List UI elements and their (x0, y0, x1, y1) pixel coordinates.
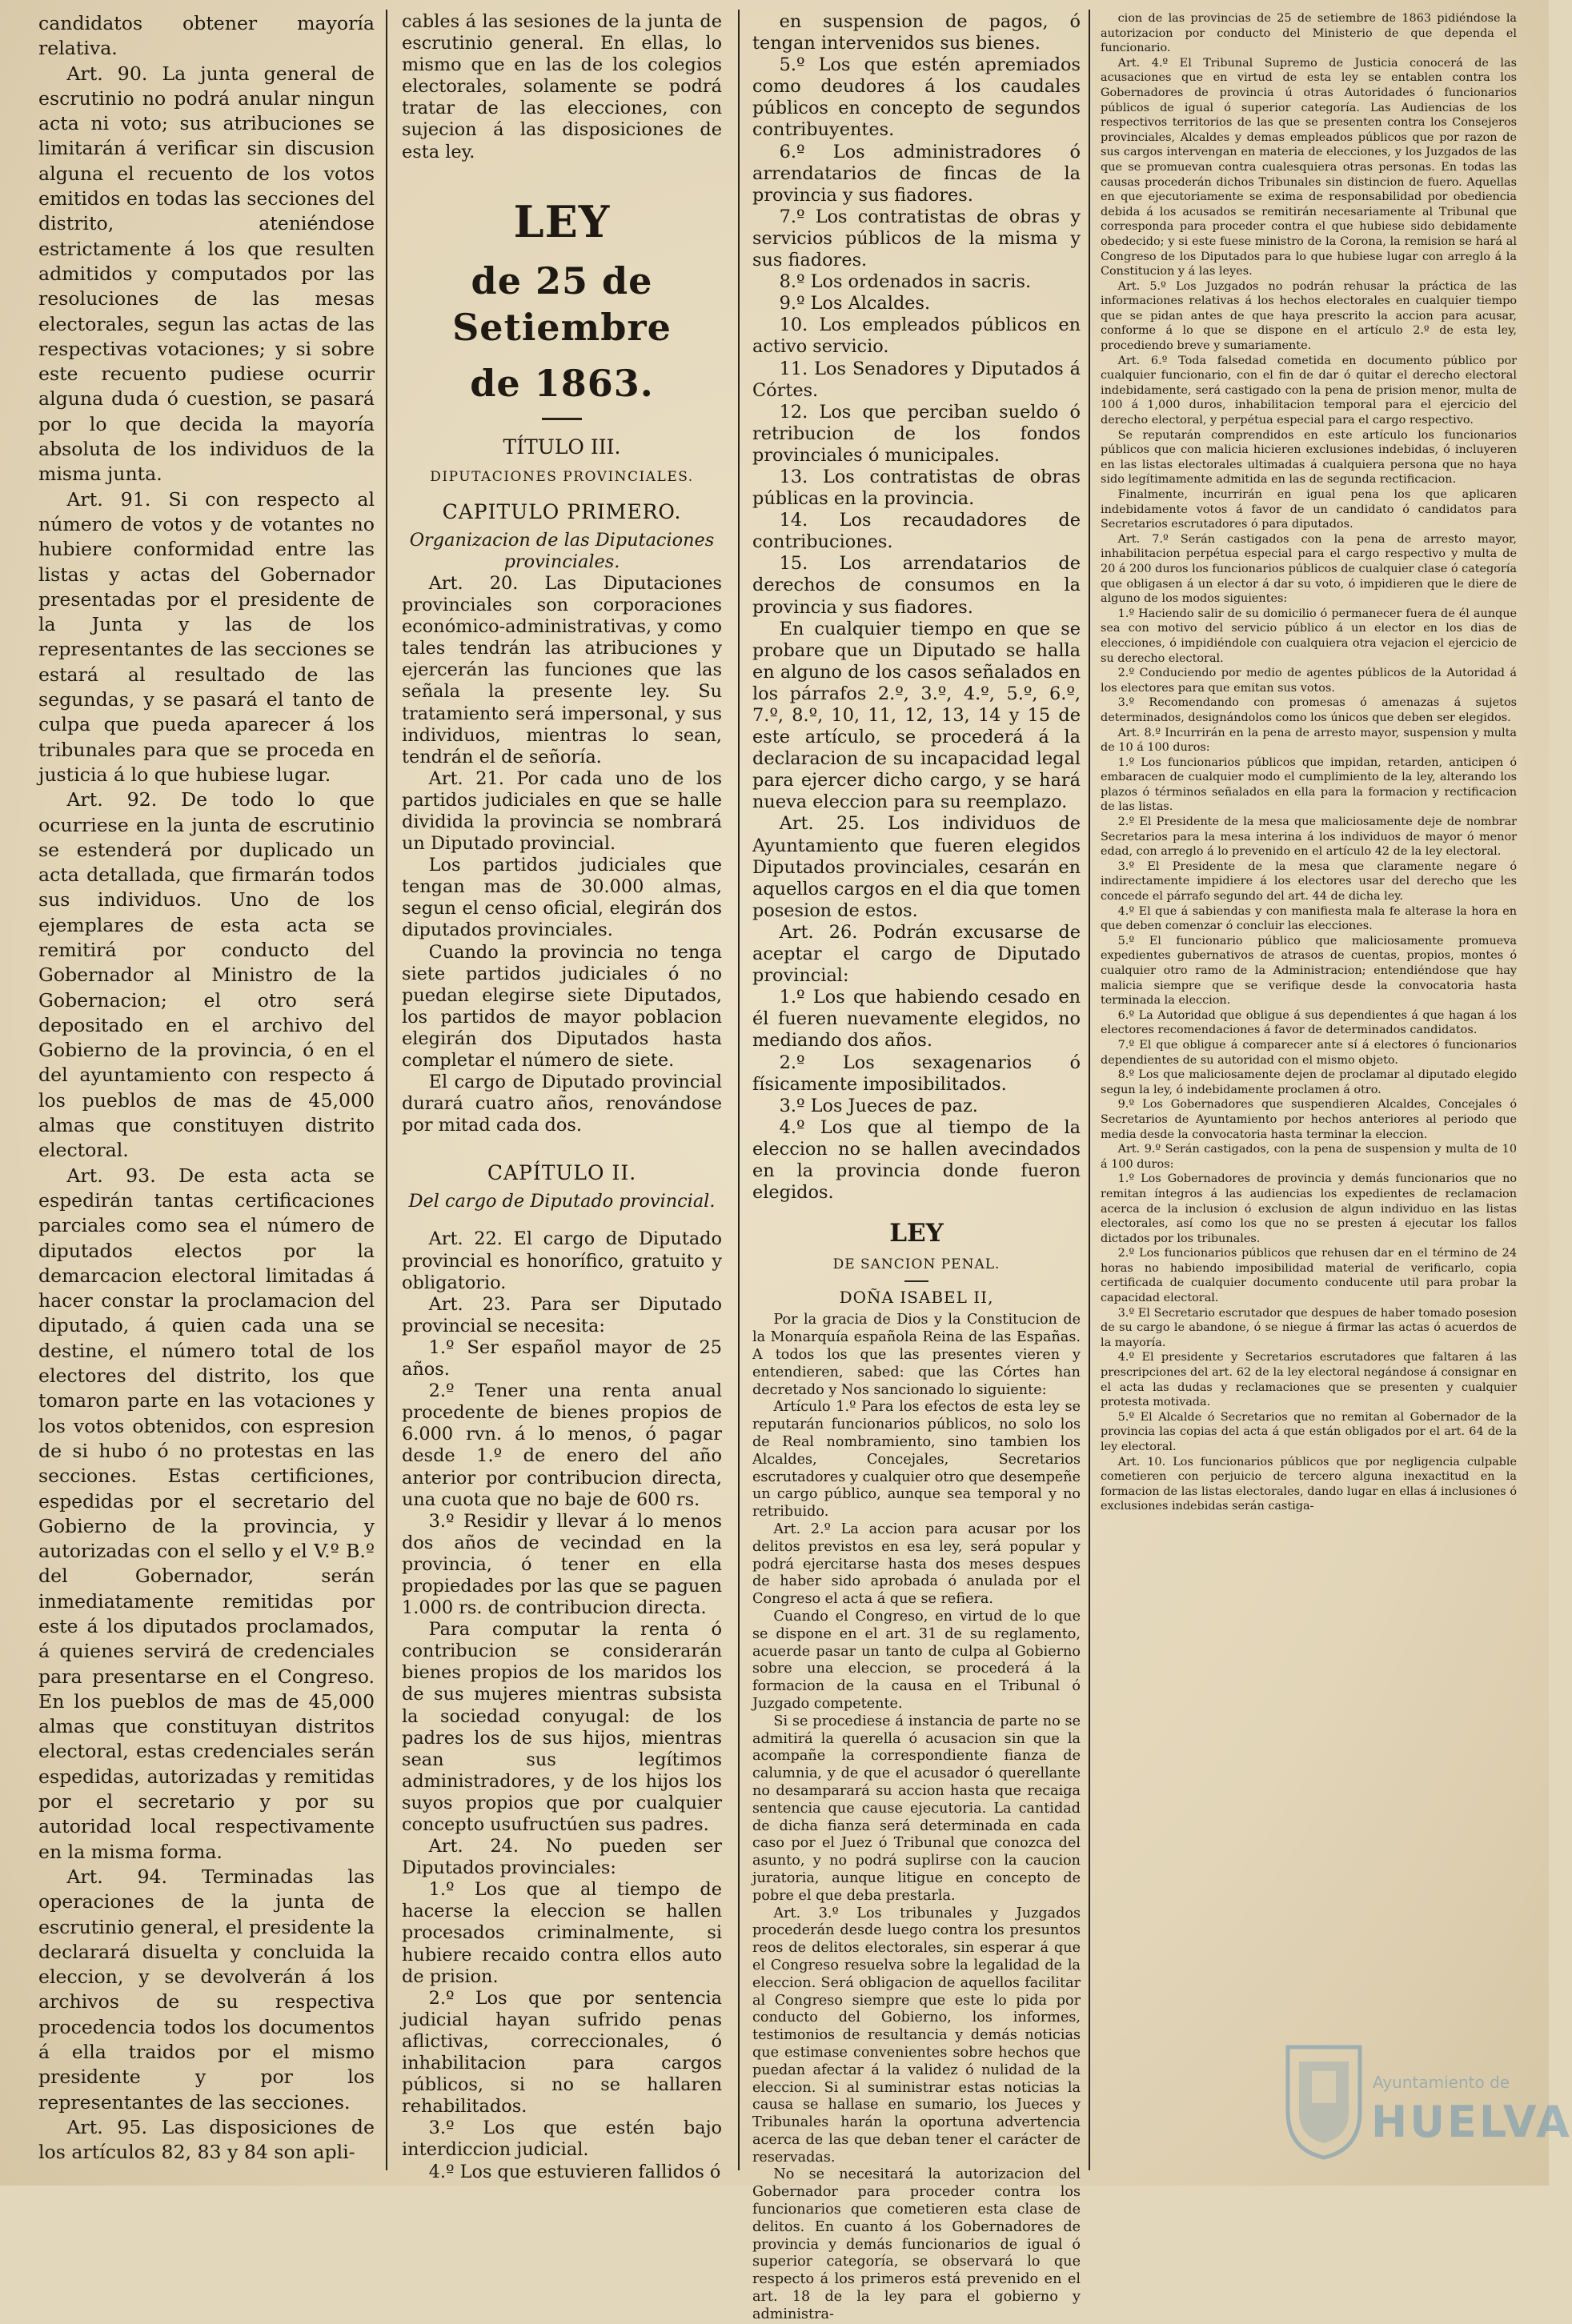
paragraph: En cualquier tiempo en que se probare que un Diputado se halla en alguno de los casos señalados en los párrafos 2.º, 3.º, 4.º, 5.º, 6.º, 7.º, 8.º, 10, 11, 12, 13, 14 y 15 de este artículo, se procederá á la declaracion de su incapacidad legal para ejercer dicho cargo, y se hará nueva eleccion para su reemplazo. (752, 618, 1081, 813)
paragraph: 2.º Tener una renta anual procedente de bienes propios de 6.000 rvn. á lo menos, ó pagar desde 1.º de enero del año anterior por contribucion directa, una cuota que no baje de 600 rs. (402, 1380, 722, 1510)
paragraph: 1.º Ser español mayor de 25 años. (402, 1336, 722, 1380)
law-heading: LEY (889, 1219, 944, 1248)
paragraph: 3.º Los que estén bajo interdiccion judicial. (402, 2118, 722, 2161)
chapter-2-body (402, 1228, 722, 2182)
column-divider (738, 10, 740, 2170)
paragraph: 1.º Los que habiendo cesado en él fueren nuevamente elegidos, no mediando dos años. (752, 987, 1081, 1052)
paragraph: 3.º Residir y llevar á lo menos dos años de vecindad en la provincia, ó tener en ella propiedades por las que se paguen 1.000 rs. de contribucion directa. (402, 1510, 722, 1619)
paragraph: 3.º Recomendando con promesas ó amenazas á sujetos determinados, designándolos como los únicos que deben ser elegidos. (1101, 696, 1517, 724)
paragraph: 2.º Los funcionarios públicos que rehusen dar en el término de 24 horas no habiendo imposibilidad material de verificarlo, copia certificada de cualquier documento conducente util para probar la capacidad electoral. (1101, 1247, 1517, 1305)
law-title: LEY (513, 195, 611, 247)
paragraph: cables á las sesiones de la junta de escrutinio general. En ellas, lo mismo que en las de los colegios electorales, solamente se podrá tratar de las elecciones, con sujecion á las disposiciones de esta ley. (402, 11, 722, 162)
paragraph: 6.º La Autoridad que obligue á sus dependientes á que hagan á los electores recomendaciones á favor de determinados candidatos. (1101, 1008, 1517, 1037)
paragraph: 3.º El Secretario escrutador que despues de haber tomado posesion de su cargo le abandone, ó se niegue á firmar las actas ó acuerdos de la mayoría. (1101, 1306, 1517, 1349)
paragraph: 5.º El funcionario público que maliciosamente promueva expedientes gubernativos de atrasos de cuentas, propios, montes ó cualquier otro ramo de la Administracion; entendiéndose que hay malicia siempre que se verifique desde la convocatoria hasta terminada la eleccion. (1101, 934, 1517, 1008)
paragraph: Art. 23. Para ser Diputado provincial se necesita: (402, 1293, 722, 1336)
paragraph: Si se procediese á instancia de parte no se admitirá la querella ó acusacion sin que la acompañe la correspondiente fianza de calumnia, y de que el acusador ó querellante no desamparará su accion hasta que recaiga sentencia que cause ejecutoria. La cantidad de dicha fianza será determinada en cada caso por el Juez ó Tribunal que conozca del asunto, y no podrá suplirse con la caucion juratoria, aunque litigue en concepto de pobre el que deba prestarla. (752, 1713, 1081, 1904)
paragraph: Art. 25. Los individuos de Ayuntamiento que fueren elegidos Diputados provinciales, cesarán en aquellos cargos en el dia que tomen posesion de estos. (752, 813, 1081, 921)
column-2 (402, 11, 722, 2182)
paragraph: Art. 7.º Serán castigados con la pena de arresto mayor, inhabilitacion perpétua especial para el cargo respectivo y multa de 20 á 200 duros los funcionarios públicos de cualquier clase ó categoría que obligasen á un elector á dar su voto, ó impidieren que le diere de alguno de los modos siguientes: (1101, 532, 1517, 606)
heading-rule (904, 1280, 928, 1282)
article-94: Art. 94. Terminadas las operaciones de la junta de escrutinio general, el presidente la declarará disuelta y concluida la eleccion, y se devolverán á los archivos de su respectiva procedencia todos los documentos á ella traidos por el mismo presidente y por los representantes de las secciones. (38, 1865, 375, 2114)
paragraph: Cuando la provincia no tenga siete partidos judiciales ó no puedan elegirse siete Diputados, los partidos de mayor poblacion elegirán dos Diputados hasta completar el número de siete. (402, 941, 722, 1071)
paragraph: Art. 22. El cargo de Diputado provincial es honorífico, gratuito y obligatorio. (402, 1228, 722, 1293)
chapter-subheading: Organizacion de las Diputaciones provinciales. (409, 529, 715, 572)
paragraph: 2.º Los que por sentencia judicial hayan sufrido penas aflictivas, correccionales, ó inhabilitacion para cargos públicos, si no se hallaren rehabilitados. (402, 1987, 722, 2118)
paragraph: 10. Los empleados públicos en activo servicio. (752, 315, 1081, 358)
paragraph: 4.º El que á sabiendas y con manifiesta mala fe alterase la hora en que deben comenzar ó concluir las elecciones. (1101, 904, 1517, 933)
huelva-watermark (1285, 2039, 1572, 2179)
law-subheading: DE SANCION PENAL. (832, 1256, 1001, 1273)
paragraph: 14. Los recaudadores de contribuciones. (752, 510, 1081, 553)
paragraph: 2.º Los sexagenarios ó físicamente imposibilitados. (752, 1052, 1081, 1095)
paragraph: 1.º Los que al tiempo de hacerse la eleccion se hallen procesados criminalmente, si hubiere recaido contra ellos auto de prision. (402, 1879, 722, 1987)
paragraph: candidatos obtener mayoría relativa. (38, 12, 375, 60)
paragraph: cion de las provincias de 25 de setiembre de 1863 pidiéndose la autorizacion por conducto del Ministerio de que dependa el funcionario. (1101, 12, 1517, 55)
paragraph: Art. 21. Por cada uno de los partidos judiciales en que se halle dividida la provincia se nombrará un Diputado provincial. (402, 767, 722, 855)
title-rule (542, 418, 582, 420)
chapter-heading: CAPÍTULO II. (487, 1161, 637, 1185)
chapter-subheading: Del cargo de Diputado provincial. (408, 1191, 716, 1212)
title-subheading: DIPUTACIONES PROVINCIALES. (430, 468, 694, 485)
paragraph: Finalmente, incurrirán en igual pena los que aplicaren indebidamente votos á favor de un candidato ó candidatos para Secretarios escrutadores ó para diputados. (1101, 488, 1517, 531)
article-93: Art. 93. De esta acta se espedirán tantas certificaciones parciales como sea el número de diputados electos por la demarcacion electoral limitadas á hacer constar la proclamacion del diputado, á quien cada una se destine, el número total de los electores del distrito, los que tomaron parte en las votaciones y los votos obtenidos, con espresion de si hubo ó no protestas en las secciones. Estas certificiones, espedidas por el secretario del Gobierno de la provincia, y autorizadas con el sello y el V.º B.º del Gobernador, serán inmediatamente remitidas por este á los diputados proclamados, á quienes servirá de credenciales para presentarse en el Congreso. En los pueblos de mas de 45,000 almas que constituyan distritos electoral, estas credenciales serán espedidas, autorizadas y remitidas por el secretario y por su autoridad local respectivamente en la misma forma. (38, 1164, 375, 1863)
paragraph: 2.º El Presidente de la mesa que maliciosamente deje de nombrar Secretarios para la mesa interina á los individuos de mayor ó menor edad, con arreglo á lo prevenido en el artículo 42 de la ley electoral. (1101, 815, 1517, 859)
shield-icon (1285, 2039, 1363, 2159)
column-divider (386, 10, 387, 2170)
paragraph: 7.º Los contratistas de obras y servicios públicos de la misma y sus fiadores. (752, 206, 1081, 271)
watermark-line-2: HUELVA (1371, 2097, 1572, 2147)
paragraph: 9.º Los Alcaldes. (779, 293, 931, 315)
paragraph: El cargo de Diputado provincial durará cuatro años, renovándose por mitad cada dos. (402, 1072, 722, 1136)
paragraph: 1.º Los Gobernadores de provincia y demás funcionarios que no remitan íntegros á las audiencias los expedientes de reclamacion acerca de la inclusion ó exclusion de algun individuo en las listas electorales, así como los que no se presten á ejecutar los fallos dictados por los tribunales. (1101, 1172, 1517, 1245)
queen-heading: DOÑA ISABEL II, (839, 1288, 994, 1308)
paragraph: Art. 9.º Serán castigados, con la pena de suspension y multa de 10 á 100 duros: (1101, 1143, 1517, 1171)
paragraph: 2.º Conduciendo por medio de agentes públicos de la Autoridad á los electores para que emitan sus votos. (1101, 667, 1517, 695)
chapter-heading: CAPITULO PRIMERO. (442, 499, 682, 523)
paragraph: 4.º Los que estuvieren fallidos ó (428, 2161, 721, 2182)
paragraph: 3.º Los Jueces de paz. (779, 1095, 978, 1116)
paragraph: 5.º Los que estén apremiados como deudores á los caudales públicos en concepto de segundos contribuyentes. (752, 54, 1081, 141)
column-1 (38, 11, 375, 2172)
paragraph: Artículo 1.º Para los efectos de esta ley se reputarán funcionarios públicos, no solo los de Real nombramiento, sino tambien los Alcaldes, Concejales, Secretarios escrutadores y cualquier otro que desempeñe un cargo público, aunque sea temporal y no retribuido. (752, 1399, 1081, 1521)
paragraph: Por la gracia de Dios y la Constitucion de la Monarquía española Reina de las Españas. A todos los que las presentes vieren y entendieren, sabed: que las Córtes han decretado y Nos sancionado lo siguiente: (752, 1312, 1081, 1398)
paragraph: 4.º El presidente y Secretarios escrutadores que faltaren á las prescripciones del art. 62 de la ley electoral negándose á consignar en el acta las dudas y reclamaciones que se presenten y cualquier protesta motivada. (1101, 1351, 1517, 1409)
paragraph: 12. Los que perciban sueldo ó retribucion de los fondos provinciales ó municipales. (752, 401, 1081, 466)
paragraph: 1.º Los funcionarios públicos que impidan, retarden, anticipen ó embaracen de cualquier modo el cumplimiento de la ley, alterando los plazos ó términos señalados en ella para la formacion y rectificacion de las listas. (1101, 755, 1517, 814)
paragraph: Art. 6.º Toda falsedad cometida en documento público por cualquier funcionario, con el fin de dar ó quitar el derecho electoral indebidamente, será castigado con la pena de prision menor, multa de 100 á 1,000 duros, inhabilitacion temporal para el ejercicio del derecho electoral, y perpétua especial para el cargo respectivo. (1101, 354, 1517, 427)
article-24-continuation (752, 11, 1081, 1204)
law-date-line-1: de 25 de Setiembre (452, 258, 672, 349)
paragraph: Art. 3.º Los tribunales y Juzgados procederán desde luego contra los presuntos reos de delitos electorales, sin esperar á que el Congreso resuelva sobre la legalidad de la eleccion. Será obligacion de aquellos facilitar al Congreso siempre que este lo pida por conducto del Gobierno, los informes, testimonios de resultancia y demás noticias que estimase convenientes sobre hechos que puedan afectar á la validez ó nulidad de la eleccion. Si al suministrar estas noticias la causa se hallase en sumario, los Jueces y Tribunales harán la oportuna advertencia acerca de las que deban tener el carácter de reservadas. (752, 1905, 1081, 2166)
paragraph: Art. 24. No pueden ser Diputados provinciales: (402, 1836, 722, 1879)
paragraph: 11. Los Senadores y Diputados á Córtes. (752, 358, 1081, 401)
paragraph: Art. 8.º Incurrirán en la pena de arresto mayor, suspension y multa de 10 á 100 duros: (1101, 726, 1517, 755)
paragraph: Art. 5.º Los Juzgados no podrán rehusar la práctica de las informaciones relativas á los hechos electorales en cualquier tiempo que se pidan antes de que haya prescrito la accion para acusar, conforme á lo que se dispone en el artículo 2.º de esta ley, procediendo breve y sumariamente. (1101, 279, 1517, 353)
chapter-1-body (402, 573, 722, 1136)
paragraph: Art. 10. Los funcionarios públicos que por negligencia culpable cometieren con perjuicio de tercero alguna inexactitud en la formacion de las listas electorales, dando lugar en ellas á inclusiones ó exclusiones indebidas serán castiga- (1101, 1455, 1517, 1513)
paragraph: Para computar la renta ó contribucion se considerarán bienes propios de los maridos los de sus mujeres mientras subsista la sociedad conyugal: de los padres los de sus hijos, mientras sean sus legítimos administradores, y de los hijos los suyos propios que por cualquier concepto usufructúen sus padres. (402, 1619, 722, 1835)
column-divider (1089, 10, 1090, 2170)
paragraph: Art. 2.º La accion para acusar por los delitos previstos en esa ley, será popular y podrá ejercitarse hasta dos meses despues de haber sido aprobada ó anulada por el Congreso el acta á que se refiera. (752, 1521, 1081, 1608)
paragraph: Los partidos judiciales que tengan mas de 30.000 almas, segun el censo oficial, elegirán dos diputados provinciales. (402, 855, 722, 941)
paragraph: 5.º El Alcalde ó Secretarios que no remitan al Gobernador de la provincia las copias del acta á que están obligados por el art. 64 de la ley electoral. (1101, 1410, 1517, 1453)
paragraph: 8.º Los que maliciosamente dejen de proclamar al diputado elegido segun la ley, ó indebidamente proclamen á otro. (1101, 1068, 1517, 1096)
watermark-line-1: Ayuntamiento de (1373, 2073, 1510, 2092)
paragraph: No se necesitará la autorizacion del Gobernador para proceder contra los funcionarios que cometieren esta clase de delitos. En cuanto á los Gobernadores de provincia y demás funcionarios de igual ó superior categoría, se observará lo que respecto á los primeros está prevenido en el art. 18 de la ley para el gobierno y administra- (752, 2166, 1081, 2322)
paragraph: 4.º Los que al tiempo de la eleccion no se hallen avecindados en la provincia donde fueron elegidos. (752, 1116, 1081, 1204)
article-90: Art. 90. La junta general de escrutinio no podrá anular ningun acta ni voto; sus atribuciones se limitarán á verificar sin discusion alguna el recuento de los votos emitidos en todas las secciones del distrito, ateniéndose estrictamente á los que resulten admitidos y computados por las resoluciones de las mesas electorales, segun las actas de las respectivas votaciones; y si sobre este recuento pudiese ocurrir alguna duda ó cuestion, se pasará por lo que decida la mayoría absoluta de los individuos de la misma junta. (38, 62, 375, 486)
article-92: Art. 92. De todo lo que ocurriese en la junta de escrutinio se estenderá por duplicado un acta detallada, que firmarán todos sus individuos. Uno de los ejemplares de esta acta se remitirá por conducto del Gobernador al Ministro de la Gobernacion; el otro será depositado en el archivo del Gobierno de la provincia, ó en el del ayuntamiento con respecto á los pueblos de mas de 45,000 almas que constituyen distrito electoral. (38, 788, 375, 1162)
column-3 (752, 11, 1081, 2322)
paragraph: 7.º El que obligue á comparecer ante sí á electores ó funcionarios dependientes de su autoridad con el mismo objeto. (1101, 1038, 1517, 1067)
paragraph: Se reputarán comprendidos en este artículo los funcionarios públicos que con malicia hicieren exclusiones indebidas, ó incluyeren en las listas electorales ultimadas á cualquiera persona que no haya sido legítimamente admitida en las de segunda rectificacion. (1101, 428, 1517, 487)
paragraph: 15. Los arrendatarios de derechos de consumos en la provincia y sus fiadores. (752, 553, 1081, 618)
paragraph: Art. 20. Las Diputaciones provinciales son corporaciones económico-administrativas, y como tales tendrán las atribuciones y ejercerán las funciones que las señala la presente ley. Su tratamiento será impersonal, y sus individuos, mientras lo sean, tendrán el de señoría. (402, 572, 722, 767)
title-heading: TÍTULO III. (503, 435, 621, 459)
paragraph: en suspension de pagos, ó tengan intervenidos sus bienes. (752, 11, 1081, 54)
article-95: Art. 95. Las disposiciones de los artículos 82, 83 y 84 son apli- (38, 2115, 375, 2164)
paragraph: 1.º Haciendo salir de su domicilio ó permanecer fuera de él aunque sea con motivo del servicio público á un elector en los dias de elecciones, ó impidiéndole con cualquiera otra vejacion el ejercicio de su derecho electoral. (1101, 607, 1517, 665)
paragraph: 3.º El Presidente de la mesa que claramente negare ó indirectamente impidiere á los electores usar del derecho que les concede el párrafo segundo del art. 44 de dicha ley. (1101, 859, 1517, 904)
paragraph: 13. Los contratistas de obras públicas en la provincia. (752, 466, 1081, 510)
paragraph: 6.º Los administradores ó arrendatarios de fincas de la provincia y sus fiadores. (752, 141, 1081, 206)
paragraph: Cuando el Congreso, en virtud de lo que se dispone en el art. 31 de su reglamento, acuerde pasar un tanto de culpa al Gobierno sobre una eleccion, se procederá á la formacion de la causa en el Tribunal ó Juzgado competente. (752, 1608, 1081, 1712)
paragraph: Art. 26. Podrán excusarse de aceptar el cargo de Diputado provincial: (752, 921, 1081, 987)
law-date-line-2: de 1863. (470, 361, 654, 405)
paragraph: 8.º Los ordenados in sacris. (779, 271, 1032, 293)
paragraph: Art. 4.º El Tribunal Supremo de Justicia conocerá de las acusaciones que en virtud de esta ley se entablen contra los Gobernadores de provincia ú otras Autoridades ó funcionarios públicos de igual ó superior categoría. Las Audiencias de los respectivos territorios de las que se presenten contra los Consejeros provinciales, Alcaldes y demas empleados públicos que por razon de sus cargos intervengan en materia de elecciones, y los Juzgados de las que se promuevan contra cualesquiera otras personas. En todas las causas procederán dichos Tribunales sin distincion de fuero. Aquellas en que ejecutoriamente se exima de responsabilidad por obediencia debida á los acusados se remitirán necesariamente al Tribunal que corresponda para proceder contra el que hubiese sido debidamente obedecido; y si este fuese ministro de la Corona, la remision se hará al Congreso de los Diputados para lo que hubiese lugar con arreglo á la Constitucion y á las leyes. (1101, 56, 1517, 278)
article-91: Art. 91. Si con respecto al número de votos y de votantes no hubiere conformidad entre las listas y actas del Gobernador presentadas por el presidente de la Junta y las de los representantes de las secciones se estará al resultado de las segundas, y se pasará el tanto de culpa que pueda aparecer á los tribunales para que se proceda en justicia á lo que hubiese lugar. (38, 487, 375, 786)
column-4 (1101, 11, 1517, 2172)
paragraph: 9.º Los Gobernadores que suspendieren Alcaldes, Concejales ó Secretarios de Ayuntamiento por hechos anteriores al periodo que media desde la convocatoria hasta terminar la eleccion. (1101, 1098, 1517, 1141)
penal-law-body (752, 1312, 1081, 2323)
